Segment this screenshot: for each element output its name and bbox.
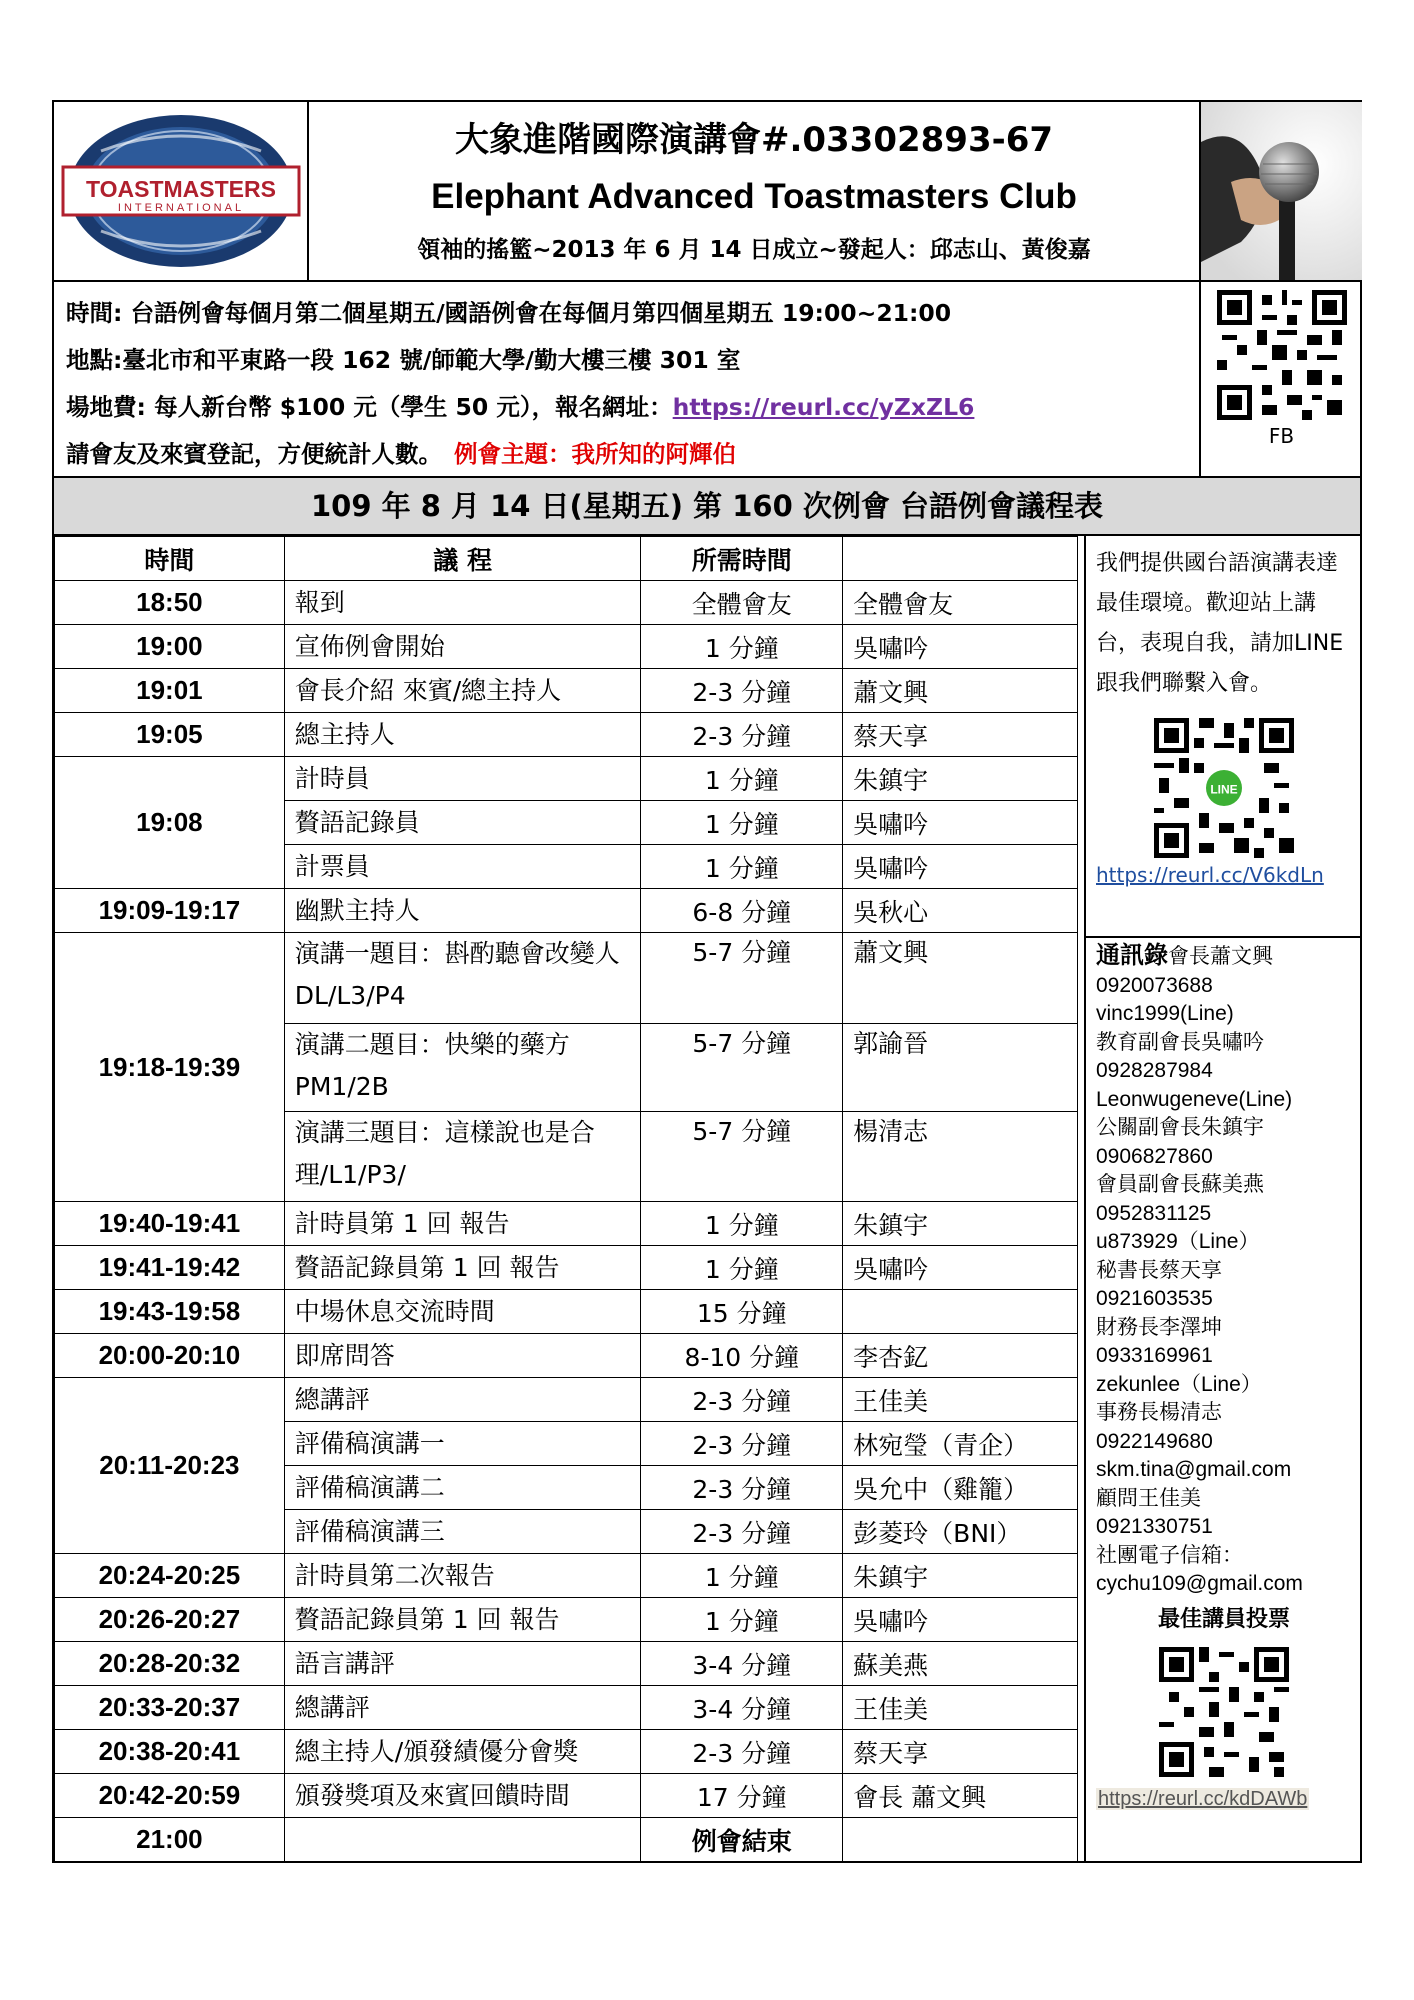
agenda-duration: 1 分鐘 (641, 625, 843, 669)
vote-qr-code[interactable] (1159, 1647, 1289, 1777)
agenda-time: 20:33-20:37 (55, 1686, 285, 1730)
agenda-person: 吳嘯吟 (843, 801, 1078, 845)
table-row (55, 1730, 1078, 1774)
agenda-person: 吳秋心 (843, 889, 1078, 933)
agenda-time: 20:38-20:41 (55, 1730, 285, 1774)
microphone-image (1199, 102, 1362, 280)
agenda-time: 20:24-20:25 (55, 1554, 285, 1598)
agenda-item: 總主持人/頒發績優分會獎 (284, 1730, 641, 1774)
table-row (55, 625, 1078, 669)
contacts-title: 通訊錄 (1096, 942, 1168, 969)
table-row (55, 713, 1078, 757)
contact-line: 0922149680 (1096, 1429, 1213, 1453)
agenda-duration: 1 分鐘 (641, 757, 843, 801)
agenda-duration: 2-3 分鐘 (641, 1730, 843, 1774)
agenda-item: 語言講評 (284, 1642, 641, 1686)
agenda-header-row (55, 537, 1078, 581)
join-intro: 我們提供國台語演講表達最佳環境。歡迎站上講台，表現自我，請加LINE 跟我們聯繫入會。 (1096, 551, 1344, 696)
col-item-header: 議 程 (284, 537, 641, 581)
agenda-item: 會長介紹 來賓/總主持人 (284, 669, 641, 713)
contact-line: 財務長李澤坤 (1096, 1315, 1222, 1339)
club-subtitle: 領袖的搖籃~2013 年 6 月 14 日成立~發起人：邱志山、黃俊嘉 (417, 237, 1091, 263)
agenda-item: 演講三題目：這樣說也是合理/L1/P3/ (284, 1112, 641, 1202)
agenda-person: 吳允中（雞籠） (843, 1466, 1078, 1510)
agenda-time: 20:42-20:59 (55, 1774, 285, 1818)
agenda-item: 計票員 (284, 845, 641, 889)
logo-wordmark: TOASTMASTERS (85, 176, 276, 202)
venue-fee (66, 384, 1186, 431)
agenda-person: 朱鎮宇 (843, 757, 1078, 801)
contact-line: 公關副會長朱鎮宇 (1096, 1116, 1264, 1139)
agenda-duration: 1 分鐘 (641, 1202, 843, 1246)
agenda-item: 總主持人 (284, 713, 641, 757)
contacts-first: 會長蕭文興 (1168, 945, 1273, 968)
table-row (55, 1642, 1078, 1686)
agenda-person: 朱鎮宇 (843, 1554, 1078, 1598)
agenda-person: 蕭文興 (843, 933, 1078, 1024)
contact-line: 0921330751 (1096, 1515, 1213, 1538)
agenda-item: 贅語記錄員第 1 回 報告 (284, 1246, 641, 1290)
line-link[interactable]: https://reurl.cc/V6kdLn (1096, 863, 1324, 887)
agenda-item: 計時員第二次報告 (284, 1554, 641, 1598)
meeting-time: 時間: 台語例會每個月第二個星期五/國語例會在每個月第四個星期五 19:00~21:00 (66, 299, 952, 327)
col-time-header: 時間 (55, 537, 285, 581)
agenda-item: 宣佈例會開始 (284, 625, 641, 669)
agenda-person: 楊清志 (843, 1112, 1078, 1202)
meeting-theme: 例會主題：我所知的阿輝伯 (454, 440, 736, 468)
agenda-duration: 2-3 分鐘 (641, 713, 843, 757)
agenda-time: 20:00-20:10 (55, 1334, 285, 1378)
table-row (55, 1554, 1078, 1598)
table-row (55, 933, 1078, 1024)
contact-line: zekunlee（Line） (1096, 1372, 1262, 1396)
agenda-item: 總講評 (284, 1378, 641, 1422)
agenda-person: 郭諭晉 (843, 1024, 1078, 1112)
agenda-duration: 全體會友 (641, 581, 843, 625)
agenda-item: 即席問答 (284, 1334, 641, 1378)
info-section (54, 282, 1360, 478)
contact-line: 0928287984 (1096, 1059, 1213, 1082)
agenda-duration: 1 分鐘 (641, 1554, 843, 1598)
agenda-end-blank2 (843, 1818, 1078, 1862)
agenda-person: 林宛瑩（青企） (843, 1422, 1078, 1466)
agenda-time: 19:41-19:42 (55, 1246, 285, 1290)
table-row (55, 889, 1078, 933)
table-row (55, 757, 1078, 801)
agenda-item: 頒發獎項及來賓回饋時間 (284, 1774, 641, 1818)
agenda-person: 蔡天享 (843, 713, 1078, 757)
agenda-duration: 2-3 分鐘 (641, 1378, 843, 1422)
contact-line: skm.tina@gmail.com (1096, 1458, 1292, 1481)
agenda-time: 19:05 (55, 713, 285, 757)
agenda-person: 王佳美 (843, 1378, 1078, 1422)
toastmasters-logo (54, 102, 309, 280)
agenda-item: 幽默主持人 (284, 889, 641, 933)
agenda-duration: 2-3 分鐘 (641, 1510, 843, 1554)
agenda-person: 全體會友 (843, 581, 1078, 625)
contact-line: 0952831125 (1096, 1201, 1212, 1225)
agenda-end-blank (284, 1818, 641, 1862)
fb-label: FB (1268, 424, 1295, 448)
agenda-duration: 1 分鐘 (641, 845, 843, 889)
contacts-list (1086, 938, 1362, 1818)
contact-line: 會員副會長蘇美燕 (1096, 1173, 1264, 1196)
agenda-item: 評備稿演講三 (284, 1510, 641, 1554)
agenda-person (843, 1290, 1078, 1334)
agenda-item: 演講一題目：斟酌聽會改變人 DL/L3/P4 (284, 933, 641, 1024)
fb-qr-code[interactable] (1217, 290, 1347, 420)
agenda-person: 吳嘯吟 (843, 1246, 1078, 1290)
agenda-duration: 1 分鐘 (641, 1598, 843, 1642)
agenda-end-label: 例會結束 (641, 1818, 843, 1862)
agenda-person: 彭菱玲（BNI） (843, 1510, 1078, 1554)
agenda-table (54, 536, 1078, 1862)
agenda-person: 會長 蕭文興 (843, 1774, 1078, 1818)
line-badge: LINE (1210, 782, 1238, 797)
agenda-duration: 2-3 分鐘 (641, 669, 843, 713)
agenda-item: 贅語記錄員 (284, 801, 641, 845)
agenda-item: 中場休息交流時間 (284, 1290, 641, 1334)
meeting-place: 地點:臺北市和平東路一段 162 號/師範大學/勤大樓三樓 301 室 (66, 346, 741, 374)
col-person-header (843, 537, 1078, 581)
agenda-main (54, 536, 1360, 1861)
venue-fee-text: 場地費: 每人新台幣 $100 元（學生 50 元），報名網址： (66, 393, 673, 421)
table-row (55, 1686, 1078, 1730)
fb-qr-box (1199, 282, 1362, 476)
agenda-person: 蘇美燕 (843, 1642, 1078, 1686)
agenda-time: 19:01 (55, 669, 285, 713)
agenda-time: 19:00 (55, 625, 285, 669)
club-title-en: Elephant Advanced Toastmasters Club (431, 177, 1077, 216)
col-duration-header: 所需時間 (641, 537, 843, 581)
agenda-duration: 1 分鐘 (641, 801, 843, 845)
contact-line: u873929（Line） (1096, 1230, 1260, 1253)
table-row (55, 1246, 1078, 1290)
agenda-person: 朱鎮宇 (843, 1202, 1078, 1246)
table-row (55, 1334, 1078, 1378)
agenda-time: 19:18-19:39 (55, 933, 285, 1202)
agenda-time: 18:50 (55, 581, 285, 625)
table-row (55, 1202, 1078, 1246)
agenda-end-time: 21:00 (55, 1818, 285, 1862)
agenda-item: 贅語記錄員第 1 回 報告 (284, 1598, 641, 1642)
agenda-person: 蕭文興 (843, 669, 1078, 713)
agenda-duration: 2-3 分鐘 (641, 1422, 843, 1466)
sidebar (1084, 536, 1362, 1861)
agenda-duration: 5-7 分鐘 (641, 1024, 843, 1112)
agenda-person: 吳嘯吟 (843, 1598, 1078, 1642)
agenda-duration: 5-7 分鐘 (641, 933, 843, 1024)
register-note (66, 431, 1186, 478)
agenda-time: 19:40-19:41 (55, 1202, 285, 1246)
logo-subtext: INTERNATIONAL (117, 202, 244, 214)
table-row (55, 1290, 1078, 1334)
contact-line: 0921603535 (1096, 1287, 1213, 1310)
agenda-duration: 2-3 分鐘 (641, 1466, 843, 1510)
agenda-time: 20:11-20:23 (55, 1378, 285, 1554)
contact-line: 社團電子信箱： (1096, 1543, 1243, 1567)
contact-line: 顧問王佳美 (1096, 1486, 1201, 1510)
agenda-duration: 15 分鐘 (641, 1290, 843, 1334)
club-titles (309, 102, 1199, 280)
agenda-duration: 3-4 分鐘 (641, 1642, 843, 1686)
agenda-end-row (55, 1818, 1078, 1862)
agenda-item: 演講二題目：快樂的藥方 PM1/2B (284, 1024, 641, 1112)
agenda-item: 評備稿演講一 (284, 1422, 641, 1466)
agenda-person: 吳嘯吟 (843, 625, 1078, 669)
register-text: 請會友及來賓登記，方便統計人數。 (66, 440, 442, 468)
agenda-item: 評備稿演講二 (284, 1466, 641, 1510)
agenda-document (52, 100, 1362, 1863)
header (54, 102, 1360, 282)
agenda-person: 李杏釔 (843, 1334, 1078, 1378)
agenda-duration: 1 分鐘 (641, 1246, 843, 1290)
contact-line: vinc1999(Line) (1096, 1002, 1234, 1025)
agenda-time: 20:28-20:32 (55, 1642, 285, 1686)
contact-line: 0920073688 (1096, 973, 1213, 997)
contact-line: 教育副會長吳嘯吟 (1096, 1030, 1264, 1054)
contact-line: 事務長楊清志 (1096, 1401, 1222, 1424)
vote-link[interactable]: https://reurl.cc/kdDAWb (1098, 1788, 1308, 1810)
contact-line: 0906827860 (1096, 1144, 1213, 1168)
line-qr-code[interactable] (1154, 718, 1294, 858)
table-row (55, 1378, 1078, 1422)
club-title-zh: 大象進階國際演講會#.03302893-67 (454, 120, 1054, 160)
agenda-duration: 17 分鐘 (641, 1774, 843, 1818)
agenda-item: 計時員第 1 回 報告 (284, 1202, 641, 1246)
agenda-time: 19:08 (55, 757, 285, 889)
agenda-person: 蔡天享 (843, 1730, 1078, 1774)
table-row (55, 669, 1078, 713)
contact-line: 0933169961 (1096, 1344, 1213, 1367)
agenda-item: 總講評 (284, 1686, 641, 1730)
agenda-duration: 8-10 分鐘 (641, 1334, 843, 1378)
agenda-item: 計時員 (284, 757, 641, 801)
contact-line: 秘書長蔡天享 (1096, 1258, 1222, 1282)
table-row (55, 581, 1078, 625)
registration-link[interactable]: https://reurl.cc/yZxZL6 (672, 393, 975, 421)
agenda-duration: 5-7 分鐘 (641, 1112, 843, 1202)
contact-line: cychu109@gmail.com (1096, 1572, 1303, 1595)
vote-title: 最佳講員投票 (1157, 1605, 1290, 1631)
agenda-person: 王佳美 (843, 1686, 1078, 1730)
agenda-time: 19:43-19:58 (55, 1290, 285, 1334)
agenda-person: 吳嘯吟 (843, 845, 1078, 889)
table-row (55, 1774, 1078, 1818)
agenda-duration: 3-4 分鐘 (641, 1686, 843, 1730)
meeting-date-bar: 109 年 8 月 14 日(星期五) 第 160 次例會 台語例會議程表 (54, 478, 1360, 536)
agenda-duration: 6-8 分鐘 (641, 889, 843, 933)
table-row (55, 1598, 1078, 1642)
agenda-time: 20:26-20:27 (55, 1598, 285, 1642)
join-box (1086, 536, 1362, 938)
agenda-item: 報到 (284, 581, 641, 625)
contacts-heading (1096, 942, 1352, 972)
contact-line: Leonwugeneve(Line) (1096, 1087, 1293, 1111)
agenda-time: 19:09-19:17 (55, 889, 285, 933)
